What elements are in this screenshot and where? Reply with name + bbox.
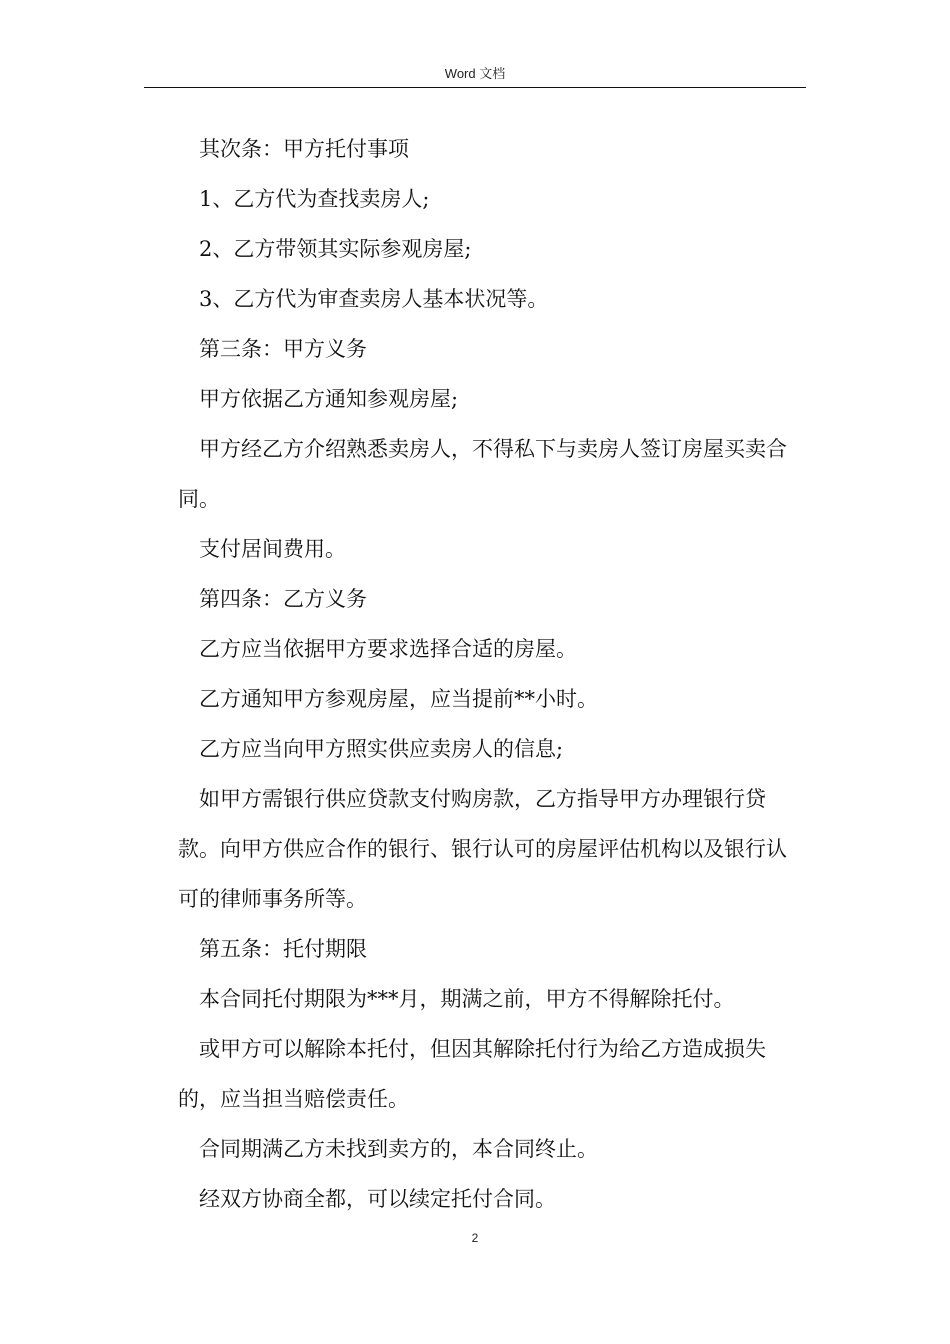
paragraph-article-4-heading: 第四条：乙方义务 [199,587,367,611]
paragraph-term-2: 或甲方可以解除本托付，但因其解除托付行为给乙方造成损失的，应当担当赔偿责任。 [178,1037,766,1111]
paragraph-item-3: 3、乙方代为审查卖房人基本状况等。 [199,287,549,311]
page-number: 2 [471,1231,479,1245]
paragraph-item-1: 1、乙方代为查找卖房人; [199,187,430,211]
document-body [178,124,806,1224]
paragraph-party-b-duty-3: 乙方应当向甲方照实供应卖房人的信息; [199,737,564,761]
page-header-title: Word 文档 [444,66,506,81]
paragraph-article-2-heading: 其次条：甲方托付事项 [199,137,409,161]
header-divider [144,87,806,88]
paragraph-party-a-duty-1: 甲方依据乙方通知参观房屋; [199,387,459,411]
paragraph-term-1: 本合同托付期限为***月，期满之前，甲方不得解除托付。 [199,987,735,1011]
paragraph-party-b-duty-1: 乙方应当依据甲方要求选择合适的房屋。 [199,637,577,661]
paragraph-party-a-duty-3: 支付居间费用。 [199,537,346,561]
paragraph-article-3-heading: 第三条：甲方义务 [199,337,367,361]
paragraph-term-4: 经双方协商全都，可以续定托付合同。 [199,1187,556,1211]
paragraph-item-2: 2、乙方带领其实际参观房屋; [199,237,472,261]
paragraph-party-b-duty-4: 如甲方需银行供应贷款支付购房款，乙方指导甲方办理银行贷款。向甲方供应合作的银行、银行认可的房屋评估机构以及银行认可的律师事务所等。 [178,787,787,911]
paragraph-party-b-duty-2: 乙方通知甲方参观房屋，应当提前**小时。 [199,687,598,711]
paragraph-term-3: 合同期满乙方未找到卖方的，本合同终止。 [199,1137,598,1161]
paragraph-article-5-heading: 第五条：托付期限 [199,937,367,961]
paragraph-party-a-duty-2: 甲方经乙方介绍熟悉卖房人，不得私下与卖房人签订房屋买卖合同。 [178,437,787,511]
